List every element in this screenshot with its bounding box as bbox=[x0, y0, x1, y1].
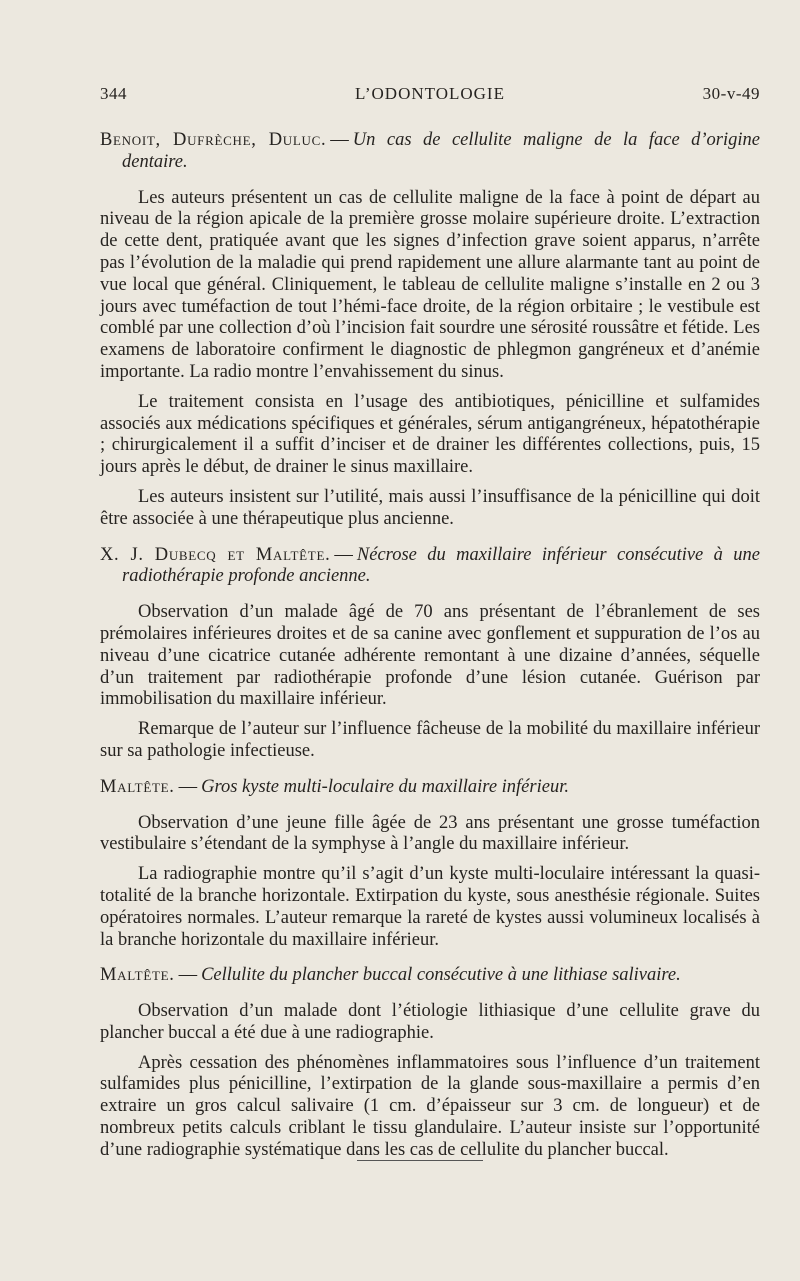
abstract-title: Nécrose du maxillaire inférieur consécutive à une radiothérapie profonde ancienne. bbox=[122, 544, 760, 587]
abstract-entry bbox=[100, 777, 760, 952]
abstract-heading bbox=[100, 545, 760, 589]
abstract-heading bbox=[100, 965, 760, 987]
heading-dash: — bbox=[334, 544, 353, 565]
abstract-authors: Benoit, Dufrèche, Duluc. bbox=[100, 130, 327, 150]
abstracts-column bbox=[100, 130, 760, 1176]
abstract-paragraph: Après cessation des phénomènes inflammatoires sous l’influence d’un traitement sulfamides plus pénicilline, l’extirpation de la glande sous-maxillaire a permis d’en extraire un gros calcul salivaire (1 cm. d’épaisseur sur 3 cm. de longueur) et de nombreux petits calculs criblant le tissu glandulaire. L’auteur insiste sur l’opportunité d’une radiographie systématique dans les cas de cellulite du plancher buccal. bbox=[100, 1052, 760, 1160]
journal-title: L’ODONTOLOGIE bbox=[355, 84, 505, 103]
abstract-title: Un cas de cellulite maligne de la face d’origine dentaire. bbox=[122, 130, 761, 172]
abstract-authors: X. J. Dubecq et Maltête. bbox=[100, 544, 331, 565]
abstract-paragraph: La radiographie montre qu’il s’agit d’un kyste multi-loculaire intéressant la quasi-totalité de la branche horizontale. Extirpation du kyste, sous anesthésie régionale. Suites opératoires normales. L’auteur remarque la rareté de kystes aussi volumineux localisés à la branche horizontale du maxillaire inférieur. bbox=[100, 864, 760, 950]
abstract-paragraph: Les auteurs insistent sur l’utilité, mais aussi l’insuffisance de la pénicilline qui doit être associée à une thérapeutique plus ancienne. bbox=[100, 486, 760, 529]
abstract-paragraph: Le traitement consista en l’usage des antibiotiques, pénicilline et sulfamides associés aux médications spécifiques et générales, sérum antigangréneux, hépatothérapie ; chirurgicalement il a suffit d’inciser et de drainer les différentes collections, puis, 15 jours après le début, de drainer le sinus maxillaire. bbox=[100, 391, 760, 478]
heading-dash: — bbox=[178, 965, 198, 986]
abstract-authors: Maltête. bbox=[100, 776, 175, 797]
abstract-authors: Maltête. bbox=[100, 965, 175, 986]
abstract-heading bbox=[100, 130, 760, 174]
abstract-paragraph: Observation d’une jeune fille âgée de 23 ans présentant une grosse tuméfaction vestibulaire s’étendant de la symphyse à l’angle du maxillaire inférieur. bbox=[100, 812, 760, 855]
abstract-paragraph: Les auteurs présentent un cas de cellulite maligne de la face à point de départ au niveau de la région apicale de la première grosse molaire supérieure droite. L’extraction de cette dent, pratiquée avant que les signes d’infection grave soient apparus, n’arrête pas l’évolution de la maladie qui prend rapidement une allure alarmante tant au point de vue local que général. Cliniquement, le tableau de cellulite maligne s’installe en 2 ou 3 jours avec tuméfaction de tout l’hémi-face droite, de la région orbitaire ; le vestibule est comblé par une collection d’où l’incision fait sourdre une sérosité roussâtre et fétide. Les examens de laboratoire confirment le diagnostic de phlegmon gangréneux et d’anémie importante. La radio montre l’envahissement du sinus. bbox=[100, 187, 760, 382]
abstract-paragraph: Observation d’un malade âgé de 70 ans présentant de l’ébranlement de ses prémolaires inférieures droites et de sa canine avec gonflement et suppuration de l’os au niveau d’une cicatrice cutanée adhérente remontant à une dizaine d’années, séquelle d’un traitement par radiothérapie profonde d’une lésion cutanée. Guérison par immobilisation du maxillaire inférieur. bbox=[100, 602, 760, 710]
issue-date: 30-v-49 bbox=[702, 84, 760, 103]
heading-dash: — bbox=[330, 130, 349, 150]
abstract-entry bbox=[100, 130, 760, 531]
abstract-heading bbox=[100, 777, 760, 799]
heading-dash: — bbox=[178, 776, 198, 797]
running-head bbox=[100, 84, 760, 106]
abstract-entry bbox=[100, 965, 760, 1161]
abstract-entry bbox=[100, 545, 760, 763]
abstract-paragraph: Observation d’un malade dont l’étiologie lithiasique d’une cellulite grave du plancher buccal a été due à une radiographie. bbox=[100, 1001, 760, 1043]
abstract-paragraph: Remarque de l’auteur sur l’influence fâcheuse de la mobilité du maxillaire inférieur sur sa pathologie infectieuse. bbox=[100, 719, 760, 761]
page-number: 344 bbox=[100, 84, 127, 103]
abstract-title: Gros kyste multi-loculaire du maxillaire inférieur. bbox=[201, 776, 569, 797]
abstract-title: Cellulite du plancher buccal consécutive à une lithiase salivaire. bbox=[201, 965, 681, 986]
end-rule bbox=[357, 1160, 483, 1161]
